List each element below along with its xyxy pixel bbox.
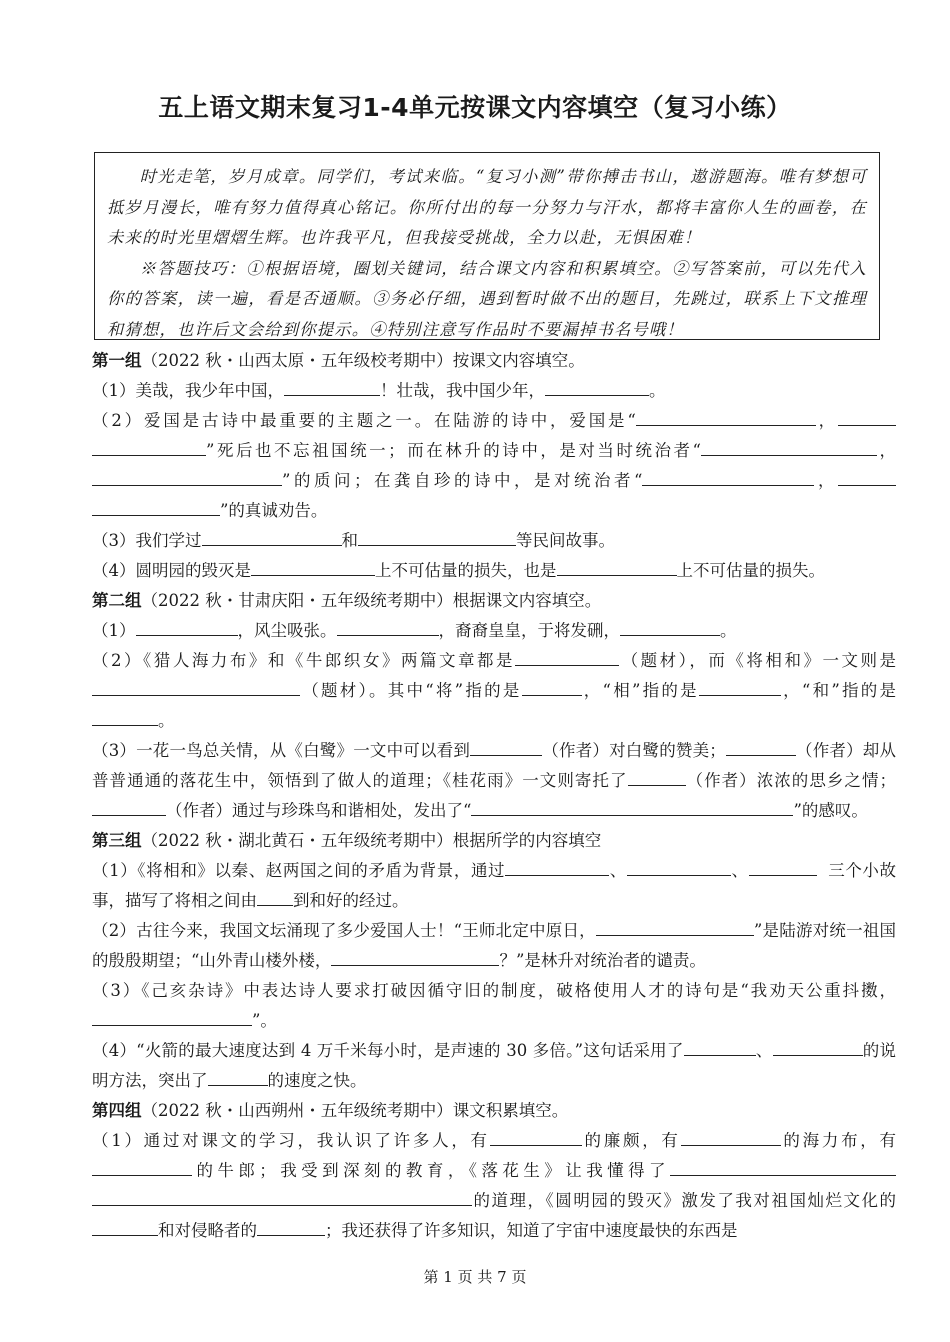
- answer-blank[interactable]: [773, 1037, 863, 1056]
- group-3-header: [92, 826, 896, 856]
- answer-tips: ※答题技巧：①根据语境，圈划关键词，结合课文内容和积累填空。②写答案前，可以先代入你的答案，读一遍，看是否通顺。③务必仔细，遇到暂时做不出的题目，先跳过，联系上下文推理和猜想，也许后文会给到你提示。④特别注意写作品时不要漏掉书名号哦！: [107, 258, 867, 339]
- group-source: （2022 秋・山西朔州・五年级统考期中）课文积累填空。: [141, 1101, 569, 1120]
- group-1-header: [92, 346, 896, 376]
- question: （3）一花一鸟总关情，从《白鹭》一文中可以看到 （作者）对白鹭的赞美； （作者）却从普普通通的落花生中，领悟到了做人的道理；《桂花雨》一文则寄托了 （作者）浓浓的思乡之情；（作者）通过与珍珠鸟和谐相处，发出了“ ”的感叹。: [92, 736, 896, 826]
- answer-blank[interactable]: [257, 1217, 325, 1236]
- answer-blank[interactable]: [136, 617, 238, 636]
- group-name: 第一组: [92, 351, 142, 370]
- answer-blank[interactable]: [251, 557, 375, 576]
- answer-blank[interactable]: [208, 1067, 268, 1086]
- answer-blank[interactable]: [337, 617, 439, 636]
- group-name: 第四组: [92, 1101, 142, 1120]
- group-source: （2022 秋・甘肃庆阳・五年级统考期中）根据课文内容填空。: [141, 591, 602, 610]
- question: （4）圆明园的毁灭是 上不可估量的损失，也是 上不可估量的损失。: [92, 556, 896, 586]
- question: （3）《己亥杂诗》中表达诗人要求打破因循守旧的制度，破格使用人才的诗句是“我劝天公重抖擞，”。: [92, 981, 896, 1030]
- group-source: （2022 秋・山西太原・五年级校考期中）按课文内容填空。: [141, 351, 585, 370]
- answer-blank[interactable]: [642, 467, 814, 486]
- answer-blank[interactable]: [92, 1217, 158, 1236]
- answer-blank[interactable]: [679, 797, 793, 816]
- answer-blank[interactable]: [557, 557, 677, 576]
- answer-blank[interactable]: [92, 497, 220, 516]
- answer-blank[interactable]: [284, 377, 380, 396]
- intro-paragraph: 时光走笔，岁月成章。同学们，考试来临。“复习小测”带你搏击书山，遨游题海。唯有梦想可抵岁月漫长，唯有努力值得真心铭记。你所付出的每一分努力与汗水，都将丰富你人生的画卷，在未来的时光里熠熠生辉。也许我平凡，但我接受挑战，全力以赴，无惧困难！: [107, 167, 867, 247]
- question: （1）通过对课文的学习，我认识了许多人，有 的廉颇，有 的海力布，有的牛郎；我受到深刻的教育，《落花生》让我懂得了的道理，《圆明园的毁灭》激发了我对祖国灿烂文化的和对侵略者的 ；我还获得了许多知识，知道了宇宙中速度最快的东西是: [92, 1126, 896, 1246]
- answer-blank[interactable]: [92, 467, 282, 486]
- answer-blank[interactable]: [505, 857, 609, 876]
- answer-blank[interactable]: [749, 857, 817, 876]
- question: （1）《将相和》以秦、赵两国之间的矛盾为背景，通过 、 、 三个小故事，描写了将相之间由 到和好的经过。: [92, 856, 896, 916]
- answer-blank[interactable]: [490, 1127, 582, 1146]
- answer-blank[interactable]: [699, 677, 781, 696]
- answer-blank[interactable]: [202, 527, 342, 546]
- group-2-header: [92, 586, 896, 616]
- answer-blank[interactable]: [636, 407, 816, 426]
- answer-blank[interactable]: [257, 887, 293, 906]
- answer-blank[interactable]: [545, 377, 649, 396]
- question-content: [92, 346, 896, 1246]
- answer-blank[interactable]: [670, 1157, 896, 1176]
- answer-blank[interactable]: [92, 1007, 252, 1026]
- question: （1） ，风尘吸张。 ，裔裔皇皇，于将发硎， 。: [92, 616, 896, 646]
- group-name: 第二组: [92, 591, 142, 610]
- answer-blank[interactable]: [701, 437, 877, 456]
- answer-blank[interactable]: [684, 1037, 756, 1056]
- group-4-header: [92, 1096, 896, 1126]
- page-title: 五上语文期末复习1-4单元按课文内容填空（复习小练）: [158, 93, 792, 122]
- answer-blank[interactable]: [92, 437, 206, 456]
- intro-box: [94, 152, 880, 340]
- group-name: 第三组: [92, 831, 142, 850]
- group-source: （2022 秋・湖北黄石・五年级统考期中）根据所学的内容填空: [141, 831, 602, 850]
- answer-blank[interactable]: [331, 947, 499, 966]
- question: （3）我们学过 和 等民间故事。: [92, 526, 896, 556]
- question: （2）《猎人海力布》和《牛郎织女》两篇文章都是 （题材），而《将相和》一文则是（题材）。其中“将”指的是 ，“相”指的是 ，“和”指的是。: [92, 646, 896, 736]
- answer-blank[interactable]: [596, 917, 754, 936]
- answer-blank[interactable]: [92, 797, 166, 816]
- answer-blank[interactable]: [620, 617, 720, 636]
- answer-blank[interactable]: [358, 527, 516, 546]
- question: （2）古往今来，我国文坛涌现了多少爱国人士！“王师北定中原日， ”是陆游对统一祖国的殷殷期望；“山外青山楼外楼， ？”是林升对统治者的谴责。: [92, 916, 896, 976]
- question: （4）“火箭的最大速度达到 4 万千米每小时，是声速的 30 多倍。”这句话采用了 、 的说明方法，突出了 的速度之快。: [92, 1036, 896, 1096]
- question: （2）爱国是古诗中最重要的主题之一。在陆游的诗中，爱国是“ ，”死后也不忘祖国统一；而在林升的诗中，是对当时统治者“ ，”的质问；在龚自珍的诗中，是对统治者“ ，”的真诚劝告。: [92, 406, 896, 526]
- answer-blank[interactable]: [838, 407, 896, 426]
- answer-blank[interactable]: [92, 707, 158, 726]
- answer-blank[interactable]: [726, 737, 796, 756]
- answer-blank[interactable]: [628, 767, 686, 786]
- answer-blank[interactable]: [92, 1187, 472, 1206]
- answer-blank[interactable]: [522, 677, 582, 696]
- answer-blank[interactable]: [92, 677, 300, 696]
- answer-blank[interactable]: [471, 797, 679, 816]
- answer-blank[interactable]: [838, 467, 896, 486]
- answer-blank[interactable]: [681, 1127, 781, 1146]
- answer-blank[interactable]: [515, 647, 619, 666]
- answer-blank[interactable]: [627, 857, 731, 876]
- question: （1）美哉，我少年中国， ！壮哉，我中国少年， 。: [92, 376, 896, 406]
- page-number: 第 1 页 共 7 页: [423, 1268, 527, 1286]
- answer-blank[interactable]: [92, 1157, 192, 1176]
- answer-blank[interactable]: [470, 737, 542, 756]
